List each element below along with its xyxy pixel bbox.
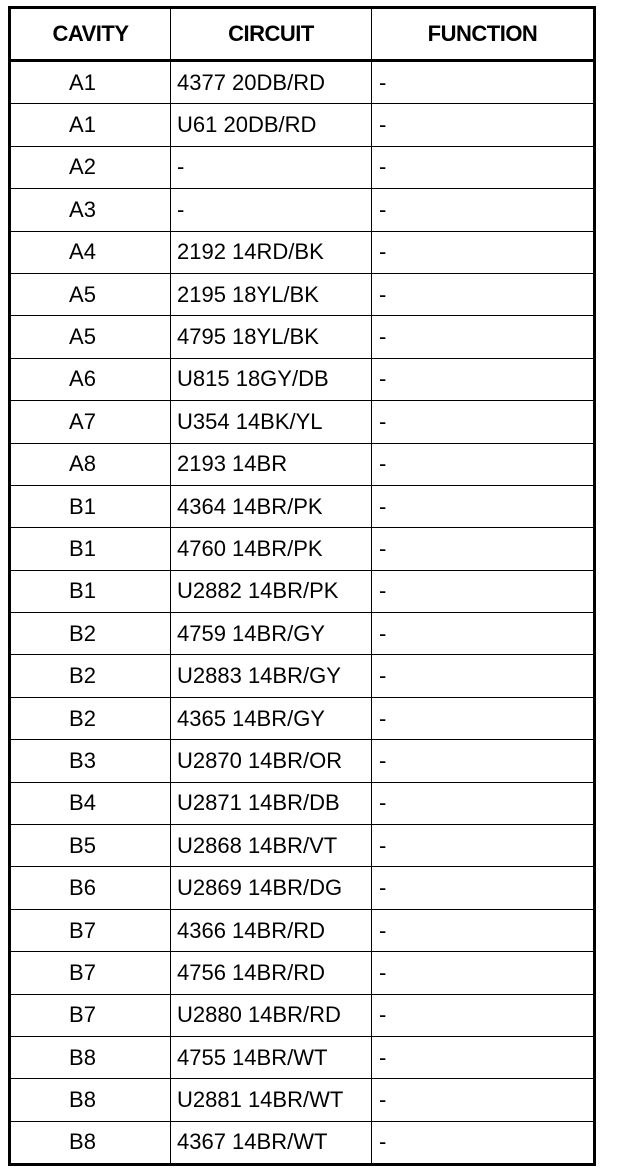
function-cell: - xyxy=(379,705,387,731)
function-cell: - xyxy=(379,1129,387,1155)
cavity-cell: B1 xyxy=(11,571,171,612)
table-row xyxy=(11,527,593,569)
table-row xyxy=(11,909,593,951)
function-cell: - xyxy=(379,112,387,138)
cavity-cell: A5 xyxy=(11,274,171,315)
circuit-cell: U815 18GY/DB xyxy=(171,359,372,400)
circuit-cell: - xyxy=(171,147,372,188)
cavity-cell: B1 xyxy=(11,486,171,527)
circuit-cell: U354 14BK/YL xyxy=(171,401,372,442)
function-cell: - xyxy=(379,1044,387,1070)
cavity-cell: A7 xyxy=(11,401,171,442)
table-row xyxy=(11,315,593,357)
circuit-cell: U2868 14BR/VT xyxy=(171,825,372,866)
circuit-cell: 4755 14BR/WT xyxy=(171,1037,372,1078)
function-cell: - xyxy=(379,790,387,816)
function-cell: - xyxy=(379,959,387,985)
cavity-cell: B6 xyxy=(11,867,171,908)
table-row xyxy=(11,61,593,103)
connector-pinout-table xyxy=(8,6,596,1166)
table-row xyxy=(11,273,593,315)
function-cell: - xyxy=(379,196,387,222)
cavity-cell: B1 xyxy=(11,528,171,569)
table-row xyxy=(11,188,593,230)
table-row xyxy=(11,358,593,400)
cavity-cell: A3 xyxy=(11,189,171,230)
cavity-cell: A6 xyxy=(11,359,171,400)
circuit-cell: 4377 20DB/RD xyxy=(171,62,372,103)
table-body xyxy=(11,61,593,1163)
cavity-cell: B3 xyxy=(11,740,171,781)
cavity-cell: B7 xyxy=(11,952,171,993)
table-row xyxy=(11,146,593,188)
cavity-cell: B7 xyxy=(11,910,171,951)
circuit-cell: 4760 14BR/PK xyxy=(171,528,372,569)
function-cell: - xyxy=(379,1002,387,1028)
cavity-cell: A8 xyxy=(11,444,171,485)
table-row xyxy=(11,866,593,908)
circuit-cell: 4366 14BR/RD xyxy=(171,910,372,951)
cavity-cell: B2 xyxy=(11,698,171,739)
table-row xyxy=(11,570,593,612)
table-row xyxy=(11,697,593,739)
function-cell: - xyxy=(379,451,387,477)
column-header-circuit: CIRCUIT xyxy=(171,9,372,59)
circuit-cell: U2871 14BR/DB xyxy=(171,783,372,824)
table-row xyxy=(11,1078,593,1120)
circuit-cell: U2882 14BR/PK xyxy=(171,571,372,612)
column-header-cavity: CAVITY xyxy=(11,9,171,59)
circuit-cell: U2869 14BR/DG xyxy=(171,867,372,908)
circuit-cell: 4759 14BR/GY xyxy=(171,613,372,654)
table-row xyxy=(11,400,593,442)
cavity-cell: B2 xyxy=(11,655,171,696)
function-cell: - xyxy=(379,69,387,95)
table-header-row xyxy=(11,9,593,61)
table-row xyxy=(11,612,593,654)
cavity-cell: B7 xyxy=(11,995,171,1036)
circuit-cell: 4756 14BR/RD xyxy=(171,952,372,993)
function-cell: - xyxy=(379,1087,387,1113)
function-cell: - xyxy=(379,239,387,265)
circuit-cell: U2883 14BR/GY xyxy=(171,655,372,696)
table-row xyxy=(11,654,593,696)
function-cell: - xyxy=(379,875,387,901)
cavity-cell: B8 xyxy=(11,1079,171,1120)
table-row xyxy=(11,1121,593,1163)
cavity-cell: A1 xyxy=(11,62,171,103)
circuit-cell: 4365 14BR/GY xyxy=(171,698,372,739)
cavity-cell: A2 xyxy=(11,147,171,188)
table-row xyxy=(11,951,593,993)
function-cell: - xyxy=(379,324,387,350)
circuit-cell: - xyxy=(171,189,372,230)
circuit-cell: 4795 18YL/BK xyxy=(171,316,372,357)
column-header-function: FUNCTION xyxy=(427,21,538,46)
function-cell: - xyxy=(379,620,387,646)
table-row xyxy=(11,1036,593,1078)
function-cell: - xyxy=(379,578,387,604)
cavity-cell: B4 xyxy=(11,783,171,824)
function-cell: - xyxy=(379,493,387,519)
function-cell: - xyxy=(379,535,387,561)
cavity-cell: B8 xyxy=(11,1037,171,1078)
function-cell: - xyxy=(379,747,387,773)
table-row xyxy=(11,824,593,866)
cavity-cell: A5 xyxy=(11,316,171,357)
table-row xyxy=(11,485,593,527)
function-cell: - xyxy=(379,917,387,943)
table-row xyxy=(11,739,593,781)
table-row xyxy=(11,231,593,273)
function-cell: - xyxy=(379,281,387,307)
function-cell: - xyxy=(379,408,387,434)
cavity-cell: A4 xyxy=(11,232,171,273)
table-row xyxy=(11,103,593,145)
circuit-cell: 4364 14BR/PK xyxy=(171,486,372,527)
circuit-cell: 4367 14BR/WT xyxy=(171,1122,372,1163)
circuit-cell: 2192 14RD/BK xyxy=(171,232,372,273)
function-cell: - xyxy=(379,663,387,689)
function-cell: - xyxy=(379,154,387,180)
function-cell: - xyxy=(379,366,387,392)
table-row xyxy=(11,443,593,485)
cavity-cell: A1 xyxy=(11,104,171,145)
circuit-cell: 2195 18YL/BK xyxy=(171,274,372,315)
cavity-cell: B2 xyxy=(11,613,171,654)
table-row xyxy=(11,994,593,1036)
circuit-cell: 2193 14BR xyxy=(171,444,372,485)
table-row xyxy=(11,782,593,824)
circuit-cell: U2881 14BR/WT xyxy=(171,1079,372,1120)
circuit-cell: U61 20DB/RD xyxy=(171,104,372,145)
function-cell: - xyxy=(379,832,387,858)
circuit-cell: U2880 14BR/RD xyxy=(171,995,372,1036)
cavity-cell: B8 xyxy=(11,1122,171,1163)
cavity-cell: B5 xyxy=(11,825,171,866)
circuit-cell: U2870 14BR/OR xyxy=(171,740,372,781)
